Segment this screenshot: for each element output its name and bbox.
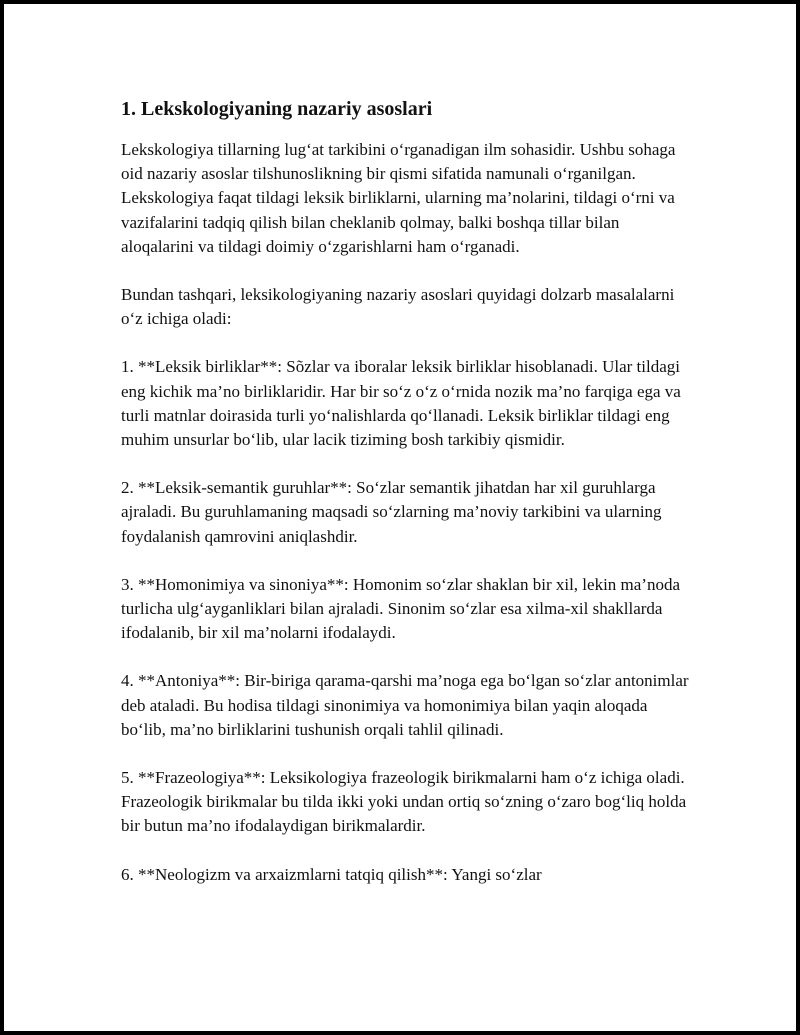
document-body [121, 96, 691, 887]
section-heading: 1. Lekskologiyaning nazariy asoslari [121, 98, 433, 120]
list-item-neologisms-archaisms: 6. **Neologizm va arxaizmlarni tatqiq qilish**: Yangi so‘zlar [121, 864, 542, 884]
intro-paragraph: Lekskologiya tillarning lug‘at tarkibini o‘rganadigan ilm sohasidir. Ushbu sohaga oid nazariy asoslar tilshunoslikning bir qismi sifatida namunali o‘rganilgan. Lekskologiya faqat tildagi leksik birliklarni, ularning ma’nolarini, tildagi o‘rni va vazifalarini tadqiq qilish bilan cheklanib qolmay, balki boshqa tillar bilan aloqalarini va tildagi doimiy o‘zgarishlarni ham o‘rganadi. [121, 140, 676, 256]
issues-intro-paragraph: Bundan tashqari, leksikologiyaning nazariy asoslari quyidagi dolzarb masalalarni o‘z ichiga oladi: [121, 285, 675, 329]
list-item-lexical-units: 1. **Leksik birliklar**: Sõzlar va iboralar leksik birliklar hisoblanadi. Ular tildagi eng kichik ma’no birliklaridir. Har bir so‘z o‘z o‘rnida nozik ma’no farqiga ega va turli matnlar doirasida turli yo‘nalishlarda qo‘llanadi. Leksik birliklar tildagi eng muhim unsurlar bo‘lib, ular lacik tiziming bosh tarkibiy qismidir. [121, 357, 681, 450]
list-item-homonymy-synonymy: 3. **Homonimiya va sinoniya**: Homonim so‘zlar shaklan bir xil, lekin ma’noda turlicha ulg‘ayganliklari bilan ajraladi. Sinonim so‘zlar esa xilma-xil shakllarda ifodalanib, bir xil ma’nolarni ifodalaydi. [121, 574, 681, 643]
list-item-phraseology: 5. **Frazeologiya**: Leksikologiya frazeologik birikmalarni ham o‘z ichiga oladi. Frazeologik birikmalar bu tilda ikki yoki undan ortiq so‘zning o‘zaro bog‘liq holda bir butun ma’no ifodalaydigan birikmalardir. [121, 768, 687, 836]
list-item-antonymy: 4. **Antoniya**: Bir-biriga qarama-qarshi ma’noga ega bo‘lgan so‘zlar antonimlar deb ataladi. Bu hodisa tildagi sinonimiya va homonimiya bilan yaqin aloqada bo‘lib, ma’no birliklarini tushunish orqali tahlil qilinadi. [121, 671, 689, 739]
list-item-lexical-semantic-groups: 2. **Leksik-semantik guruhlar**: So‘zlar semantik jihatdan har xil guruhlarga ajraladi. Bu guruhlamaning maqsadi so‘zlarning ma’noviy tarkibini va ularning foydalanish qamrovini aniqlashdir. [121, 478, 662, 546]
